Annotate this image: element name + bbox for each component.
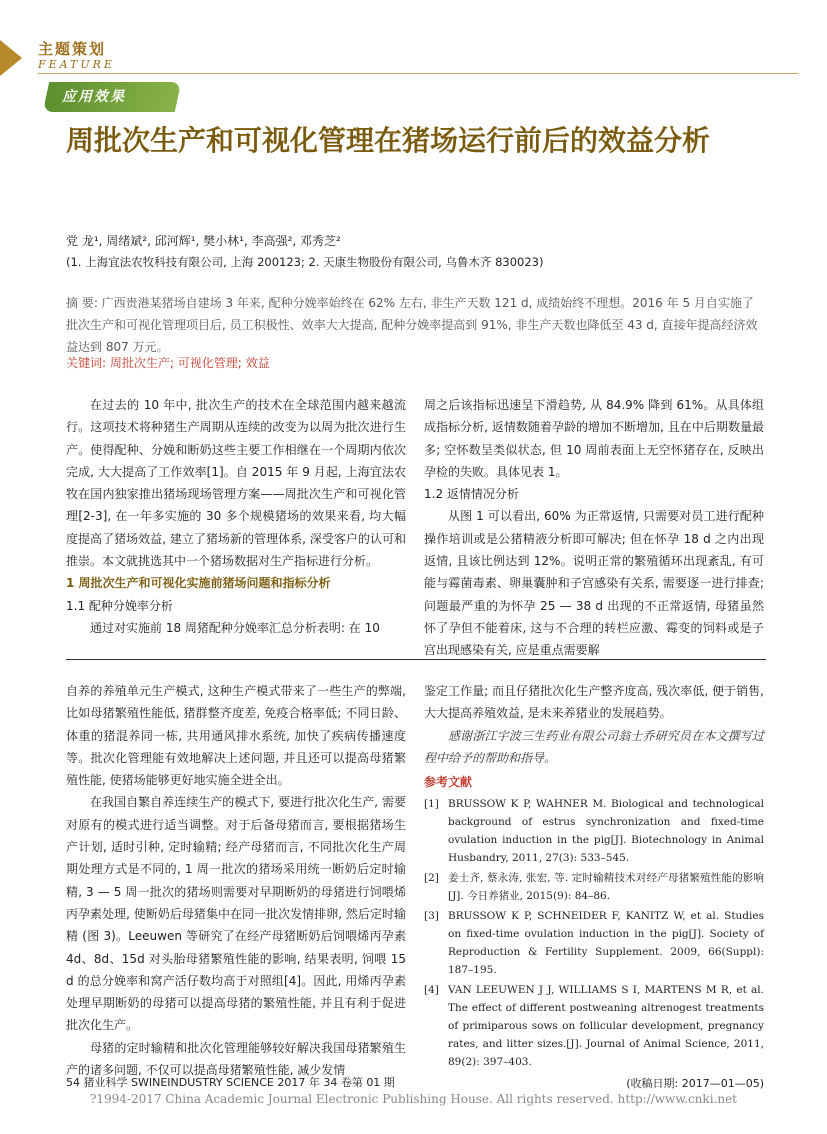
article-abstract: 摘 要: 广西贵港某猪场自建场 3 年来, 配种分娩率始终在 62% 左右, 非生产天数 121 d, 成绩始终不理想。2016 年 5 月自实施了批次生产和可视化管理项目后, 员工积极性、效率大大提高, 配种分娩率提高到 91%, 非生产天数也降低至 43 d, 直接年提高经济效益达到 807 万元。 bbox=[66, 296, 758, 354]
article-title: 周批次生产和可视化管理在猪场运行前后的效益分析 bbox=[66, 124, 711, 157]
reference-text: VAN LEEUWEN J J, WILLIAMS S I, MARTENS M R, et al. The effect of different postweaning altrenogest treatments of primiparous sows on follicular development, pregnancy rates, and litter sizes.[J]. Journal of Animal Science, 2011, 89(2): 397–403. bbox=[448, 984, 764, 1069]
reference-text: BRUSSOW K P, SCHNEIDER F, KANITZ W, et al. Studies on fixed-time ovulation induction in the pig[J]. Society of Reproduction & Fertility Supplement. 2009, 66(Suppl): 187–195. bbox=[448, 910, 764, 977]
acknowledgement: 感谢浙江宇波三生药业有限公司翁士乔研究员在本文撰写过程中给予的帮助和指导。 bbox=[424, 728, 764, 765]
body-column-top-right bbox=[424, 394, 764, 662]
reference-number: [1] bbox=[424, 798, 439, 811]
batch-mode-paragraph-3: 母猪的定时输精和批次化管理能够较好解决我国母猪繁殖生产的诸多问题, 不仅可以提高母猪繁殖性能, 减少发情 bbox=[66, 1040, 406, 1078]
page-section-divider bbox=[66, 659, 766, 660]
article-affiliation: (1. 上海宜法农牧科技有限公司, 上海 200123; 2. 天康生物股份有限公司, 乌鲁木齐 830023) bbox=[66, 255, 544, 269]
body-column-bottom-left bbox=[66, 680, 406, 1081]
section-title-cn: 主题策划 bbox=[38, 40, 107, 58]
reference-text: BRUSSOW K P, WAHNER M. Biological and technological background of estrus synchronization and fixed-time ovulation induction in the pig[J]. Biotechnology in Animal Husbandry, 2011, 27(3): 533–545. bbox=[448, 798, 764, 865]
reference-item bbox=[424, 981, 764, 1071]
article-authors: 党 龙¹, 周绪斌², 邱河辉¹, 樊小林¹, 李高强², 邓秀芝² bbox=[66, 234, 341, 248]
reference-number: [2] bbox=[424, 872, 439, 885]
subsection-heading-1-1: 1.1 配种分娩率分析 bbox=[66, 598, 173, 613]
reference-number: [4] bbox=[424, 984, 439, 997]
body-column-top-left bbox=[66, 394, 406, 639]
subsection-heading-1-2: 1.2 返情情况分析 bbox=[424, 487, 519, 502]
section-title-en: FEATURE bbox=[38, 58, 115, 71]
subsection-1-2-text: 从图 1 可以看出, 60% 为正常返情, 只需要对员工进行配种操作培训或是公猪精液分析即可解决; 但在怀孕 18 d 之内出现返情, 且该比例达到 12%。说明正常的繁殖循环出现紊乱, 有可能与霉菌毒素、卵巢囊肿和子宫感染有关系, 需要逐一进行排查; 问题最严重的为怀孕 25 — 38 d 出现的不正常返情, 母猪虽然怀了孕但不能着床, 这与不合理的转栏应激、霉变的饲料或是子宫出现感染有关, 应是重点需要解 bbox=[424, 509, 764, 658]
header-divider bbox=[38, 73, 798, 74]
reference-item bbox=[424, 869, 764, 905]
section-marker-triangle bbox=[0, 40, 22, 76]
batch-mode-paragraph-1: 自养的养殖单元生产模式, 这种生产模式带来了一些生产的弊端, 比如母猪繁殖性能低, 猪群整齐度差, 免疫合格率低; 不同日龄、体重的猪混养同一栋, 共用通风排水系统, 加快了疾病传播速度等。批次化管理能有效地解决上述问题, 并且还可以提高母猪繁殖性能, 使猪场能够更好地实施全进全出。 bbox=[66, 684, 406, 788]
reference-item bbox=[424, 795, 764, 867]
reference-text: 姜士齐, 蔡永涛, 张宏, 等. 定时输精技术对经产母猪繁殖性能的影响[J]. 今日养猪业, 2015(9): 84–86. bbox=[448, 872, 764, 903]
copyright-notice: ?1994-2017 China Academic Journal Electronic Publishing House. All rights reserved. http://www.cnki.net bbox=[89, 1092, 738, 1106]
subsection-1-1-continued: 周之后该指标迅速呈下滑趋势, 从 84.9% 降到 61%。从具体组成指标分析, 返情数随着孕龄的增加不断增加, 且在中后期数量最多; 空怀数呈类似状态, 但 10 周前表面上无空怀猪存在, 反映出孕检的失败。具体见表 1。 bbox=[424, 398, 764, 479]
reference-item bbox=[424, 907, 764, 979]
page-footer: 54 猪业科学 SWINEINDUSTRY SCIENCE 2017 年 34 卷第 01 期 bbox=[66, 1076, 395, 1089]
category-tag: 应用效果 bbox=[62, 89, 126, 105]
received-date: (收稿日期: 2017—01—05) bbox=[626, 1077, 764, 1091]
body-column-bottom-right bbox=[424, 680, 764, 1096]
intro-paragraph: 在过去的 10 年中, 批次生产的技术在全球范围内越来越流行。这项技术将种猪生产周期从连续的改变为以周为批次进行生产。使得配种、分娩和断奶这些主要工作相继在一个周期内依次完成, 大大提高了工作效率[1]。自 2015 年 9 月起, 上海宜法农牧在国内独家推出猪场现场管理方案——周批次生产和可视化管理[2-3], 在一年多实施的 30 多个规模猪场的效果来看, 均大幅度提高了猪场效益, 建立了猪场新的管理体系, 深受客户的认可和推崇。本文就挑选其中一个猪场数据对生产指标进行分析。 bbox=[66, 398, 406, 569]
conclusion-paragraph: 鉴定工作量; 而且仔猪批次化生产整齐度高, 残次率低, 便于销售, 大大提高养殖效益, 是未来养猪业的发展趋势。 bbox=[424, 684, 764, 721]
section-heading-1: 1 周批次生产和可视化实施前猪场问题和指标分析 bbox=[66, 576, 331, 591]
subsection-1-1-text: 通过对实施前 18 周猪配种分娩率汇总分析表明: 在 10 bbox=[90, 620, 380, 635]
reference-number: [3] bbox=[424, 910, 439, 923]
batch-mode-paragraph-2: 在我国自繁自养连续生产的模式下, 要进行批次化生产, 需要对原有的模式进行适当调整。对于后备母猪而言, 要根据猪场生产计划, 适时引种, 定时输精; 经产母猪而言, 不同批次化生产周期处理方式是不同的, 1 周一批次的猪场采用统一断奶后定时输精, 3 — 5 周一批次的猪场则需要对早期断奶的母猪进行饲喂烯丙孕素处理, 使断奶后母猪集中在同一批次发情排卵, 然后定时输精 (图 3)。Leeuwen 等研究了在经产母猪断奶后饲喂烯丙孕素 4d、8d、15d 对头胎母猪繁殖性能的影响, 结果表明, 饲喂 15 d 的总分娩率和窝产活仔数均高于对照组[4]。因此, 用烯丙孕素处理早期断奶的母猪可以提高母猪的繁殖性能, 并且有利于促进批次化生产。 bbox=[66, 795, 406, 1033]
references-heading: 参考文献 bbox=[424, 775, 473, 790]
article-keywords: 关键词: 周批次生产; 可视化管理; 效益 bbox=[66, 356, 270, 370]
